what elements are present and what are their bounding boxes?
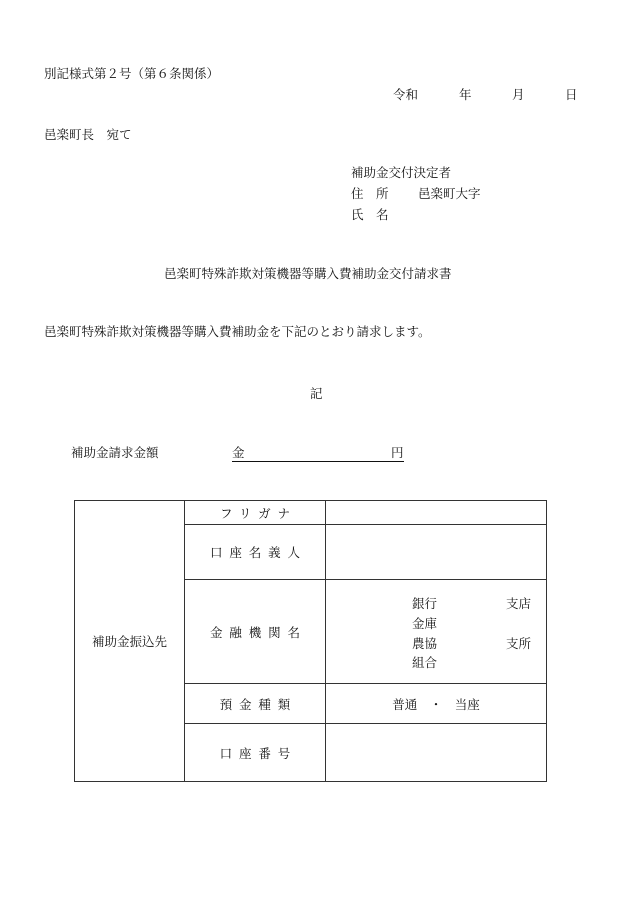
form-number: 別記様式第２号（第６条関係）: [44, 66, 220, 81]
amount-unit: 円: [391, 445, 404, 460]
bank-type-kumiai: 組合: [412, 655, 438, 670]
ki-heading: 記: [310, 386, 323, 401]
date-day: 日: [565, 87, 578, 102]
office-suffix: 支所: [506, 636, 532, 651]
institution-label: 金融機関名: [185, 580, 326, 684]
deposit-label: 預金種類: [185, 684, 326, 724]
bank-type-bank: 銀行: [412, 596, 438, 611]
account-field[interactable]: [326, 724, 547, 782]
addressee: 邑楽町長 宛て: [44, 127, 132, 142]
amount-field[interactable]: [232, 447, 404, 462]
document-title: 邑楽町特殊詐欺対策機器等購入費補助金交付請求書: [164, 266, 452, 281]
deposit-options[interactable]: 普通 ・ 当座: [326, 684, 547, 724]
address-value: 邑楽町大字: [418, 186, 481, 201]
transfer-table: [74, 500, 547, 782]
institution-field[interactable]: [326, 580, 547, 684]
applicant-role: 補助金交付決定者: [351, 165, 452, 180]
name-label: 氏 名: [351, 207, 389, 222]
date-month: 月: [512, 87, 525, 102]
branch-suffix: 支店: [506, 596, 532, 611]
holder-label: 口座名義人: [185, 525, 326, 580]
bank-type-nokyo: 農協: [412, 636, 438, 651]
amount-label: 補助金請求金額: [71, 445, 159, 460]
date-era: 令和: [393, 87, 419, 102]
furigana-label: フリガナ: [185, 501, 326, 525]
date-year: 年: [459, 87, 472, 102]
account-label: 口座番号: [185, 724, 326, 782]
amount-prefix: 金: [232, 445, 245, 460]
transfer-section-label: 補助金振込先: [75, 501, 185, 782]
furigana-field[interactable]: [326, 501, 547, 525]
bank-type-shinkin: 金庫: [412, 616, 438, 631]
holder-field[interactable]: [326, 525, 547, 580]
body-text: 邑楽町特殊詐欺対策機器等購入費補助金を下記のとおり請求します。: [44, 324, 431, 339]
address-label: 住 所: [351, 186, 389, 201]
